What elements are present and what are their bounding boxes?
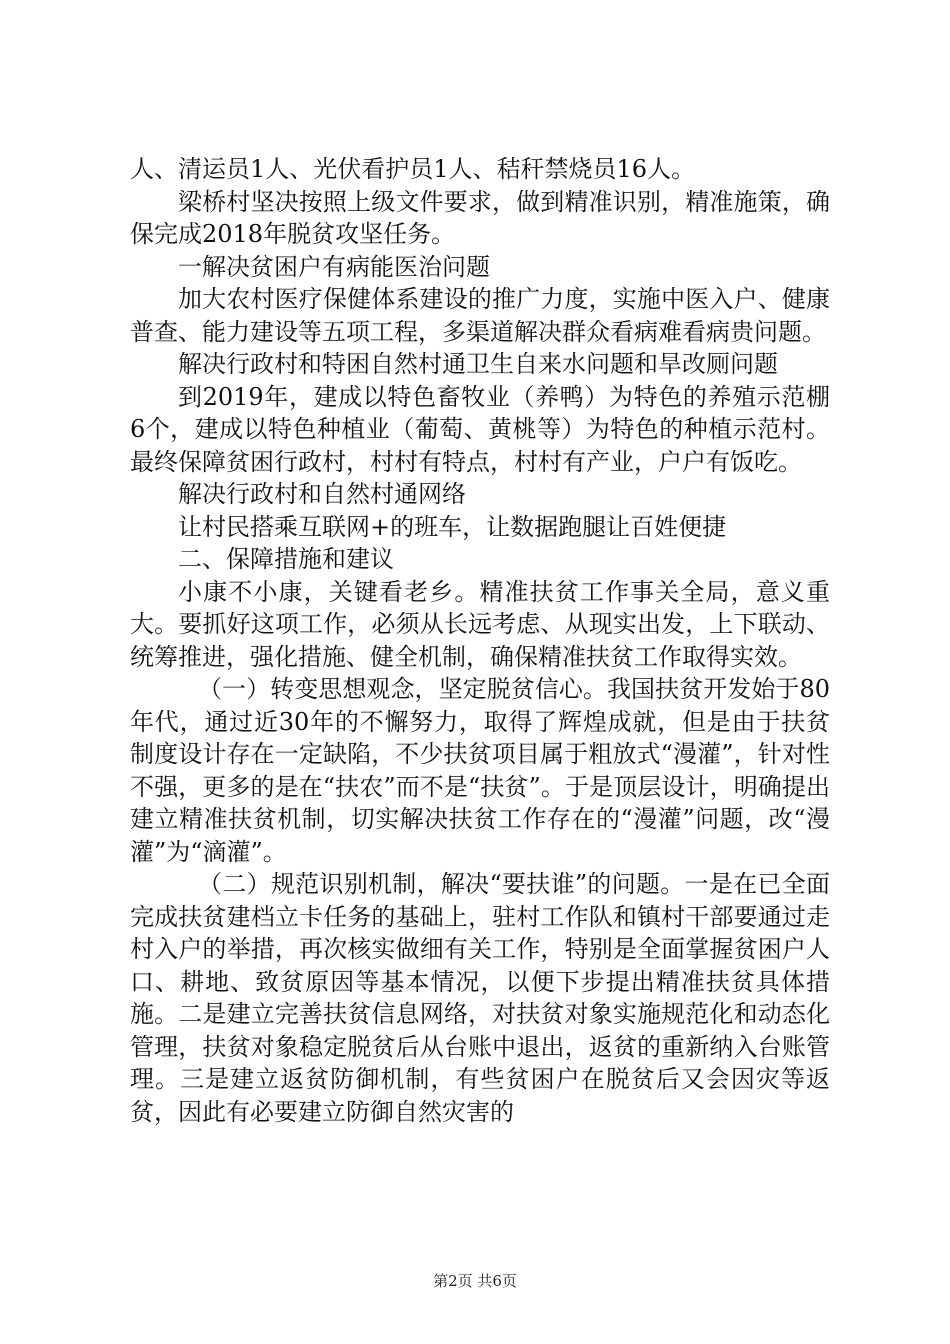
- paragraph-internet-plus: 让村民搭乘互联网+的班车，让数据跑腿让百姓便捷: [178, 512, 727, 541]
- paragraph-medical-system: 加大农村医疗保健体系建设的推广力度，实施中医入户、健康普查、能力建设等五项工程，多渠道解决群众看病难看病贵问题。: [130, 285, 830, 346]
- heading-tap-water-toilets: 解决行政村和特困自然村通卫生自来水问题和旱改厕问题: [178, 350, 778, 378]
- heading-safeguard-measures: 二、保障措施和建议: [178, 545, 394, 573]
- paragraph-xiaokang: 小康不小康，关键看老乡。精准扶贫工作事关全局，意义重大。要抓好这项工作，必须从长远考虑、从现实出发，上下联动、统筹推进，强化措施、健全机制，确保精准扶贫工作取得实效。: [130, 577, 830, 671]
- paragraph-demonstration-sheds: 到2019年，建成以特色畜牧业（养鸭）为特色的养殖示范棚6个，建成以特色种植业（葡萄、黄桃等）为特色的种植示范村。最终保障贫困行政村，村村有特点，村村有产业，户户有饭吃。: [130, 382, 830, 476]
- heading-medical-treatment: 一解决贫困户有病能医治问题: [178, 252, 490, 281]
- heading-network-access: 解决行政村和自然村通网络: [178, 480, 466, 508]
- paragraph-section-one: （一）转变思想观念，坚定脱贫信心。我国扶贫开发始于80年代，通过近30年的不懈努力，取得了辉煌成就，但是由于扶贫制度设计存在一定缺陷，不少扶贫项目属于粗放式“漫灌”，针对性不强，更多的是在“扶农”而不是“扶贫”。于是顶层设计，明确提出建立精准扶贫机制，切实解决扶贫工作存在的“漫灌”问题，改“漫灌”为“滴灌”。: [130, 675, 830, 866]
- page-footer: 第2页 共6页: [433, 1272, 517, 1290]
- paragraph-continuation: 人、清运员1人、光伏看护员1人、秸秆禁烧员16人。: [130, 155, 696, 183]
- document-body: [130, 153, 830, 1128]
- paragraph-section-two: （二）规范识别机制，解决“要扶谁”的问题。一是在已全面完成扶贫建档立卡任务的基础上，驻村工作队和镇村干部要通过走村入户的举措，再次核实做细有关工作，特别是全面掌握贫困户人口、耕地、致贫原因等基本情况，以便下步提出精准扶贫具体措施。二是建立完善扶贫信息网络，对扶贫对象实施规范化和动态化管理，扶贫对象稳定脱贫后从台账中退出，返贫的重新纳入台账管理。三是建立返贫防御机制，有些贫困户在脱贫后又会因灾等返贫，因此有必要建立防御自然灾害的: [130, 870, 830, 1126]
- paragraph-liangqiao-village: 梁桥村坚决按照上级文件要求，做到精准识别，精准施策，确保完成2018年脱贫攻坚任务。: [130, 187, 830, 248]
